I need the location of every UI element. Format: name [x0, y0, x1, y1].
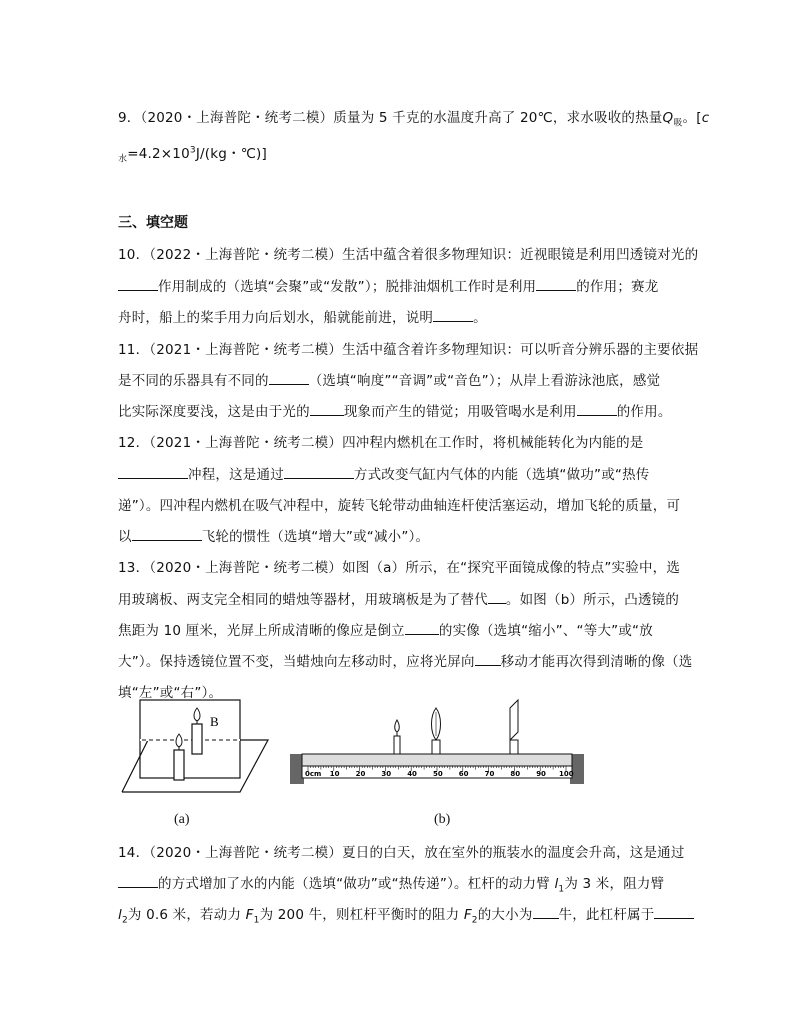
q9-c-symbol: c	[701, 110, 710, 126]
q14-line-3	[118, 903, 694, 926]
q14-text-2b: 为 3 米，阻力臂	[564, 876, 665, 892]
q14-text-3b: 为 200 牛，则杠杆平衡时的阻力	[259, 907, 460, 923]
q12-text-4a: 以	[118, 529, 132, 545]
section-title: 三、填空题	[118, 215, 188, 231]
q14-l2-symbol: l	[118, 907, 122, 923]
figure-a-caption: (a)	[174, 812, 190, 827]
convex-lens	[432, 708, 441, 754]
q11-line-1: 11．（2021・上海普陀・统考二模）生活中蕴含着许多物理知识：可以听音分辨乐器的主要依据	[118, 342, 699, 358]
q9-c-sub: 水	[118, 154, 128, 165]
q10-text-3b: 。	[473, 310, 487, 326]
q13-text-4b: 移动才能再次得到清晰的像（选	[500, 654, 693, 670]
q9-line-2	[118, 142, 267, 165]
q10-text-3a: 舟时，船上的桨手用力向后划水，船就能前进，说明	[118, 310, 434, 326]
q13-text-4a: 大”）。保持透镜位置不变，当蜡烛向左移动时，应将光屏向	[118, 654, 475, 670]
answer-blank[interactable]	[577, 403, 617, 416]
q10-line-1: 10．（2022・上海普陀・统考二模）生活中蕴含着很多物理知识：近视眼镜是利用凹透镜对光的	[118, 247, 699, 263]
q11-text-3a: 比实际深度要浅，这是由于光的	[118, 404, 310, 420]
q13-text-2a: 用玻璃板、两支完全相同的蜡烛等器材，用玻璃板是为了替代	[118, 592, 488, 608]
q13-line-3	[118, 619, 653, 639]
ruler-tick-label: 20	[355, 770, 366, 778]
q12-text-2b: 方式改变气缸内气体的内能（选填“做功”或“热传	[353, 467, 650, 483]
figure-b-optical-bench	[288, 696, 608, 788]
q11-line-2	[118, 369, 660, 389]
ruler-tick-label: 10	[329, 770, 340, 778]
q12-line-1: 12．（2021・上海普陀・统考二模）四冲程内燃机在工作时，将机械能转化为内能的是	[118, 435, 644, 451]
q14-f1-sub: 1	[253, 915, 260, 926]
q12-line-3: 递”）。四冲程内燃机在吸气冲程中，旋转飞轮带动曲轴连杆使活塞运动，增加飞轮的质量，可	[118, 498, 681, 514]
ruler-tick-label: 100	[559, 770, 574, 778]
ruler-tick-label: 70	[484, 770, 495, 778]
ruler-tick-label: 60	[458, 770, 469, 778]
bench-rail	[302, 754, 572, 766]
q13-line-5: 填“左”或“右”）。	[118, 685, 223, 701]
q10-line-2	[118, 275, 658, 295]
answer-blank[interactable]	[654, 906, 694, 919]
answer-blank[interactable]	[475, 653, 501, 666]
answer-blank[interactable]	[118, 466, 188, 479]
answer-blank[interactable]	[269, 372, 309, 385]
answer-blank[interactable]	[488, 591, 506, 604]
q13-text-3b: 的实像（选填“缩小”、“等大”或“放	[438, 623, 653, 639]
q9-text: 9．（2020・上海普陀・统考二模）质量为 5 千克的水温度升高了 20℃，求水吸收的热量	[118, 110, 663, 126]
q10-line-3	[118, 306, 487, 326]
answer-blank[interactable]	[536, 278, 576, 291]
q14-text-3a: 为 0.6 米，若动力	[127, 907, 242, 923]
candle-b	[192, 708, 202, 754]
q10-text-2a: 作用制成的（选填“会聚”或“发散”）；脱排油烟机工作时是利用	[158, 279, 537, 295]
q9-bracket: 。[	[682, 110, 702, 126]
q9-exp: 3	[189, 145, 196, 156]
ruler-tick-label: 90	[536, 770, 546, 778]
answer-blank[interactable]	[433, 309, 473, 322]
q13-text-3a: 焦距为 10 厘米，光屏上所成清晰的像应是倒立	[118, 623, 405, 639]
ruler-tick-label: 80	[510, 770, 521, 778]
answer-blank[interactable]	[310, 403, 344, 416]
q14-f2-symbol: F	[463, 907, 472, 923]
q11-line-3	[118, 400, 672, 420]
q9-q-sub: 吸	[673, 118, 683, 129]
q13-line-4	[118, 650, 692, 670]
q14-line-1: 14．（2020・上海普陀・统考二模）夏日的白天，放在室外的瓶装水的温度会升高，这是通过	[118, 845, 685, 861]
q11-text-2b: （选填“响度”“音调”或“音色”）；从岸上看游泳池底，感觉	[308, 373, 661, 389]
q11-text-3c: 的作用。	[616, 404, 672, 420]
q12-line-2	[118, 463, 650, 483]
bench-candle	[394, 720, 400, 754]
ruler-tick-label: 50	[433, 770, 443, 778]
q13-line-1: 13．（2020・上海普陀・统考二模）如图（a）所示，在“探究平面镜成像的特点”实验中，选	[118, 560, 681, 576]
q10-text-2b: 的作用；赛龙	[576, 279, 659, 295]
answer-blank[interactable]	[405, 622, 439, 635]
q14-text-3d: 牛，此杠杆属于	[558, 907, 655, 923]
answer-blank[interactable]	[132, 528, 202, 541]
q13-line-2	[118, 588, 679, 608]
answer-blank[interactable]	[118, 278, 158, 291]
candle-b-label: B	[210, 714, 219, 729]
q14-l2-sub: 2	[121, 915, 128, 926]
figure-b-caption: (b)	[434, 812, 451, 827]
q14-f1-symbol: F	[245, 907, 254, 923]
q12-line-4	[118, 525, 429, 545]
q14-text-2a: 的方式增加了水的内能（选填“做功”或“热传递”）。杠杆的动力臂	[158, 876, 550, 892]
ruler-zero-label: 0cm	[305, 770, 322, 778]
ruler-tick-label: 30	[381, 770, 392, 778]
answer-blank[interactable]	[118, 875, 158, 888]
q9-q-symbol: Q	[662, 110, 674, 126]
q13-text-2b: 。如图（b）所示，凸透镜的	[505, 592, 680, 608]
q12-text-2a: 冲程，这是通过	[188, 467, 284, 483]
figure-a-mirror-diagram	[120, 696, 280, 802]
answer-blank[interactable]	[533, 906, 559, 919]
q14-l1-symbol: l	[554, 876, 559, 892]
q9-unit: J/(kg・℃)]	[195, 146, 267, 162]
q9-value: =4.2×10	[127, 146, 190, 162]
q9-line-1	[118, 106, 709, 129]
q12-text-4b: 飞轮的惯性（选填“增大”或“减小”）。	[201, 529, 430, 545]
q11-text-3b: 现象而产生的错觉；用吸管喝水是利用	[343, 404, 577, 420]
q14-line-2	[118, 872, 664, 895]
ruler-tick-label: 40	[407, 770, 417, 778]
q14-text-3c: 的大小为	[477, 907, 533, 923]
answer-blank[interactable]	[284, 466, 354, 479]
light-screen	[510, 700, 518, 754]
q14-f2-sub: 2	[471, 915, 478, 926]
q11-text-2a: 是不同的乐器具有不同的	[118, 373, 269, 389]
q14-l1-sub: 1	[558, 884, 565, 895]
